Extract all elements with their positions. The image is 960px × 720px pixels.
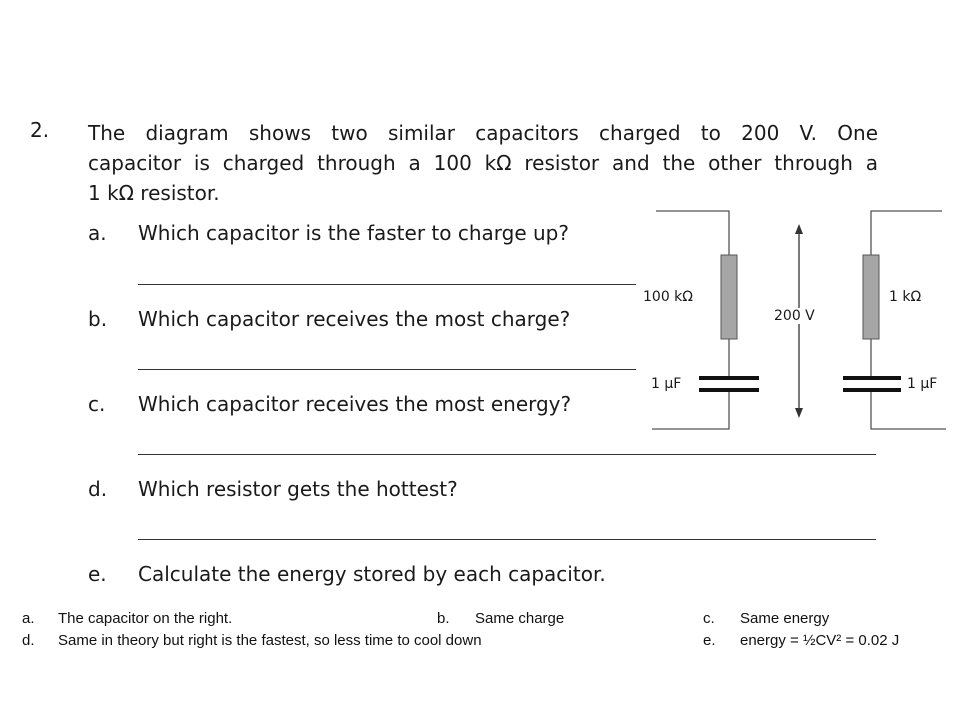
right-resistor (863, 255, 879, 339)
left-branch (652, 211, 729, 429)
question-intro (88, 118, 878, 208)
question-number: 2. (30, 118, 50, 142)
left-capacitor-label: 1 μF (651, 376, 682, 392)
answer-a-text: The capacitor on the right. (58, 610, 233, 627)
answer-e-letter: e. (703, 632, 716, 649)
part-d-text: Which resistor gets the hottest? (138, 477, 458, 501)
right-branch (871, 211, 946, 429)
part-b-text: Which capacitor receives the most charge? (138, 307, 571, 331)
part-e-text: Calculate the energy stored by each capacitor. (138, 562, 606, 586)
left-bottom-wire (652, 392, 729, 429)
answer-line-b[interactable] (138, 369, 636, 370)
answer-e-text: energy = ½CV² = 0.02 J (740, 632, 900, 649)
left-resistor (721, 255, 737, 339)
left-capacitor-plate-bottom (699, 388, 759, 392)
part-c-letter: c. (88, 392, 106, 416)
intro-line-2: capacitor is charged through a 100 kΩ resistor and the other through a (88, 151, 878, 175)
answer-d-text: Same in theory but right is the fastest, so less time to cool down (58, 632, 482, 649)
intro-line-1: The diagram shows two similar capacitors charged to 200 V. One (88, 121, 878, 145)
left-capacitor-plate-top (699, 376, 759, 380)
answer-b-text: Same charge (475, 610, 565, 627)
left-top-wire (656, 211, 729, 255)
right-top-wire (871, 211, 942, 255)
intro-line-3: 1 kΩ resistor. (88, 181, 220, 205)
part-c-text: Which capacitor receives the most energy? (138, 392, 572, 416)
left-resistor-label: 100 kΩ (643, 289, 693, 305)
answer-d-letter: d. (22, 632, 35, 649)
part-a-text: Which capacitor is the faster to charge up? (138, 221, 569, 245)
right-resistor-label: 1 kΩ (889, 289, 922, 305)
part-a-letter: a. (88, 221, 107, 245)
answer-a-letter: a. (22, 610, 35, 627)
right-capacitor-label: 1 μF (907, 376, 938, 392)
answer-c-letter: c. (703, 610, 715, 627)
answer-line-c[interactable] (138, 454, 876, 455)
part-b-letter: b. (88, 307, 108, 331)
right-bottom-wire (871, 392, 946, 429)
part-e-letter: e. (88, 562, 107, 586)
right-capacitor-plate-bottom (843, 388, 901, 392)
answer-line-d[interactable] (138, 539, 876, 540)
right-capacitor-plate-top (843, 376, 901, 380)
answer-b-letter: b. (437, 610, 450, 627)
part-d-letter: d. (88, 477, 108, 501)
voltage-label: 200 V (774, 308, 815, 324)
answer-line-a[interactable] (138, 284, 636, 285)
answer-c-text: Same energy (740, 610, 830, 627)
